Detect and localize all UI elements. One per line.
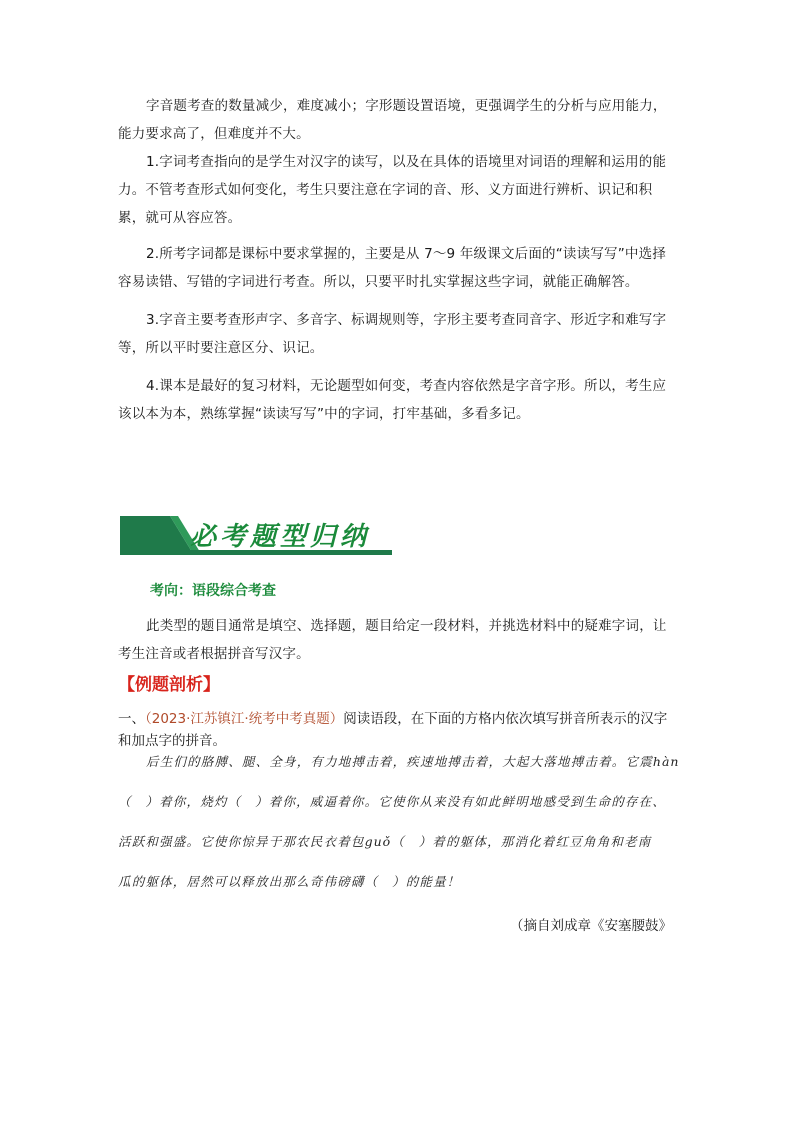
question-source: 2023·江苏镇江·统考中考真题 (151, 711, 330, 727)
point-2-paragraph: 2.所考字词都是课标中要求掌握的，主要是从 7～9 年级课文后面的“读读写写”中选择容易读错、写错的字词进行考查。所以，只要平时扎实掌握这些字词，就能正确解答。 (118, 246, 667, 290)
example-analysis-label: 【例题剖析】 (118, 675, 220, 695)
passage-attribution: （摘自刘成章《安塞腰鼓》 (510, 918, 672, 934)
question-source-open: （ (145, 711, 152, 727)
passage-text: 后生们的胳膊、腿、全身，有力地搏击着，疾速地搏击着，大起大落地搏击着。它震 (146, 754, 653, 769)
pinyin-hint: guǒ (364, 834, 392, 849)
passage-line (146, 752, 706, 770)
passage-line (118, 832, 678, 850)
intro-paragraph: 字音题考查的数量减少，难度减小；字形题设置语境，更强调学生的分析与应用能力，能力要求高了，但难度并不大。 (118, 98, 667, 142)
pinyin-hint: hàn (652, 754, 680, 769)
point-1-paragraph: 1.字词考查指向的是学生对汉字的读写，以及在具体的语境里对词语的理解和运用的能力。不管考查形式如何变化，考生只要注意在字词的音、形、义方面进行辨析、识记和积累，就可从容应答。 (118, 154, 667, 226)
question-text: 阅读语段，在下面的方格内依次填写拼音所表示的汉字和加点字的拼音。 (118, 711, 668, 749)
passage-line: （ ）着你，烧灼（ ）着你，威逼着你。它使你从来没有如此鲜明地感受到生命的存在、 (118, 794, 667, 809)
question-prompt (118, 708, 678, 752)
banner-title: 必考题型归纳 (190, 522, 371, 552)
section-description: 此类型的题目通常是填空、选择题，题目给定一段材料，并挑选材料中的疑难字词，让考生注音或者根据拼音写汉字。 (118, 618, 667, 662)
passage-text: 活跃和强盛。它使你惊异于那农民衣着包 (118, 834, 365, 849)
point-4-paragraph: 4.课本是最好的复习材料，无论题型如何变，考查内容依然是字音字形。所以，考生应该以本为本，熟练掌握“读读写写”中的字词，打牢基础，多看多记。 (118, 378, 667, 422)
passage-text: （ ）着的躯体，那消化着红豆角角和老南 (391, 834, 652, 849)
question-source-close: ） (329, 711, 344, 727)
question-number: 一、 (118, 711, 145, 727)
point-3-paragraph: 3.字音主要考查形声字、多音字、标调规则等，字形主要考查同音字、形近字和难写字等，所以平时要注意区分、识记。 (118, 312, 667, 356)
passage-line: 瓜的躯体，居然可以释放出那么奇伟磅礴（ ）的能量！ (118, 874, 461, 889)
section-subhead: 考向：语段综合考查 (150, 583, 276, 599)
